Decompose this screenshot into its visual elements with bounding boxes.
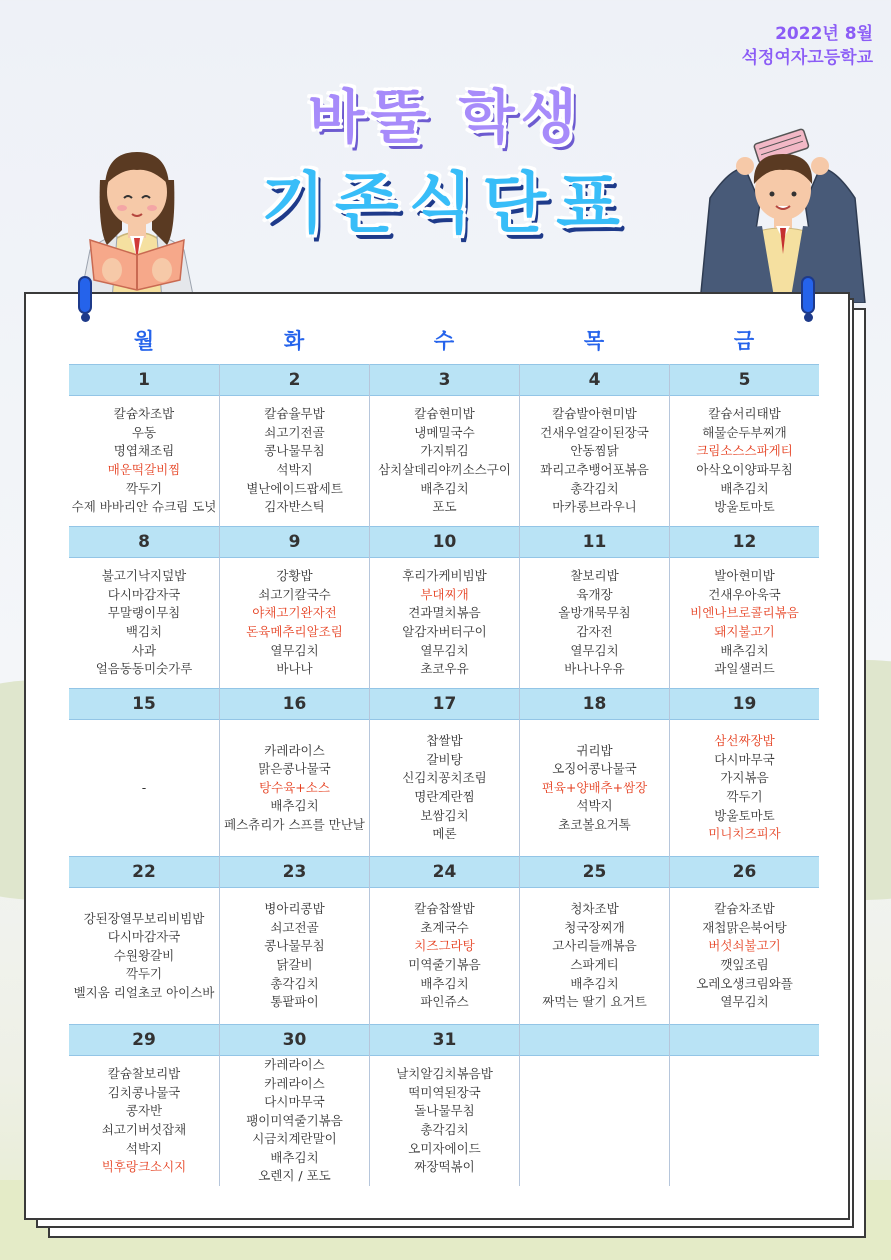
menu-item: 백김치 <box>125 624 163 639</box>
menu-item: 깍두기 <box>726 789 763 804</box>
menu-item: 방울토마토 <box>714 499 775 515</box>
menu-item: - <box>141 779 147 795</box>
binder-ring-right <box>801 276 815 314</box>
menu-item: 오렌지 / 포도 <box>258 1168 331 1184</box>
menu-item: 통팥파이 <box>270 994 319 1010</box>
menu-item: 얼음동동미숫가루 <box>95 661 193 677</box>
menu-item: 열무김치 <box>420 642 469 658</box>
menu-item: 석박지 <box>276 462 313 477</box>
day-date: 8 <box>69 526 219 558</box>
binder-ring-left <box>78 276 92 314</box>
menu-item: 콩나물무침 <box>264 938 325 954</box>
menu-item: 다시마무국 <box>264 1094 325 1110</box>
menu-item: 마카롱브라우니 <box>552 499 637 515</box>
menu-item: 맑은콩나물국 <box>258 761 331 777</box>
menu-item: 다시마감자국 <box>107 586 181 602</box>
day-cell <box>519 1024 669 1186</box>
day-menu-list <box>220 720 369 856</box>
menu-item: 깍두기 <box>125 480 163 496</box>
menu-item: 배추김치 <box>420 975 469 991</box>
day-menu-list <box>69 720 219 856</box>
menu-item: 열무김치 <box>720 994 769 1010</box>
day-date: 12 <box>670 526 819 558</box>
menu-item: 오징어콩나물국 <box>552 761 637 777</box>
menu-grid <box>69 364 821 1186</box>
day-menu-list <box>69 1056 219 1186</box>
menu-item: 쇠고기칼국수 <box>258 586 331 602</box>
menu-item: 방울토마토 <box>714 807 775 823</box>
day-cell <box>69 1024 219 1186</box>
menu-item: 후리가케비빔밥 <box>402 568 487 584</box>
day-date: 29 <box>69 1024 219 1056</box>
day-cell <box>369 364 519 526</box>
day-cell <box>69 364 219 526</box>
menu-item: 배추김치 <box>720 480 769 496</box>
menu-item: 열무김치 <box>570 642 619 658</box>
menu-item: 오레오생크림와플 <box>696 975 793 991</box>
day-menu-list <box>520 888 669 1024</box>
week-row <box>69 688 821 856</box>
menu-item: 귀리밥 <box>576 742 613 758</box>
menu-item: 팽이미역줄기볶음 <box>246 1112 343 1128</box>
menu-item: 석박지 <box>576 798 613 814</box>
weekday-header-mon: 월 <box>133 329 155 353</box>
day-cell <box>519 526 669 688</box>
day-date: 25 <box>520 856 669 888</box>
day-date: 9 <box>220 526 369 558</box>
menu-item: 가지볶음 <box>720 770 769 786</box>
day-cell <box>69 526 219 688</box>
menu-item: 바나나우유 <box>564 661 625 677</box>
menu-item: 짜먹는 딸기 요거트 <box>542 994 647 1010</box>
menu-item: 포도 <box>432 499 457 515</box>
menu-item: 해물순두부찌개 <box>702 424 787 440</box>
menu-item: 찰보리밥 <box>570 568 619 584</box>
menu-item: 칼슘현미밥 <box>414 406 475 422</box>
menu-item: 깍두기 <box>125 966 163 982</box>
menu-item: 칼슘차조밥 <box>714 901 775 917</box>
menu-item: 다시마무국 <box>714 751 775 767</box>
day-menu-list <box>670 888 819 1024</box>
day-cell <box>669 856 819 1024</box>
day-menu-list <box>370 558 519 688</box>
header-info <box>742 22 873 70</box>
menu-item: 벨지움 리얼초코 아이스바 <box>73 984 215 1000</box>
menu-item-highlighted: 매운떡갈비찜 <box>107 462 181 477</box>
menu-item: 총각김치 <box>570 480 619 496</box>
day-cell <box>219 526 369 688</box>
menu-item: 신김치꽁치조림 <box>402 770 487 786</box>
day-date: 17 <box>370 688 519 720</box>
menu-item: 카레라이스 <box>264 1075 325 1091</box>
day-cell <box>369 526 519 688</box>
menu-item: 건새우얼갈이된장국 <box>540 424 649 440</box>
title-line-2: 기존식단표 <box>261 165 630 242</box>
menu-item: 명란계란찜 <box>414 789 475 804</box>
day-menu-list <box>670 396 819 526</box>
menu-item: 육개장 <box>576 586 613 602</box>
menu-item: 김자반스틱 <box>264 499 325 515</box>
menu-item: 수원왕갈비 <box>113 947 175 963</box>
menu-item: 오미자에이드 <box>408 1140 481 1156</box>
day-date: 5 <box>670 364 819 396</box>
menu-item: 보쌈김치 <box>420 807 469 823</box>
menu-item: 콩나물무침 <box>264 443 325 459</box>
menu-item: 카레라이스 <box>264 742 325 758</box>
day-date: 31 <box>370 1024 519 1056</box>
day-date <box>520 1024 669 1056</box>
menu-item: 페스츄리가 스프를 만난날 <box>224 816 365 832</box>
day-cell <box>669 526 819 688</box>
menu-item-highlighted: 돈육메추리알조림 <box>246 624 343 639</box>
menu-item: 감자전 <box>576 624 613 639</box>
menu-item: 강된장열무보리비빔밥 <box>83 910 205 926</box>
menu-item: 청국장찌개 <box>564 919 625 935</box>
day-menu-list <box>370 396 519 526</box>
weekday-header-wed: 수 <box>433 329 455 353</box>
menu-item: 꽈리고추뱅어포볶음 <box>540 462 649 477</box>
menu-item: 병아리콩밥 <box>264 901 325 917</box>
day-cell <box>519 364 669 526</box>
menu-item-highlighted: 치즈그라탕 <box>414 938 475 954</box>
menu-item: 스파게티 <box>570 957 619 972</box>
menu-item: 초코우유 <box>420 661 469 677</box>
day-cell <box>519 688 669 856</box>
menu-item: 파인쥬스 <box>420 994 469 1010</box>
menu-item: 닭갈비 <box>276 957 313 972</box>
day-menu-list <box>520 1056 669 1186</box>
menu-item: 깻잎조림 <box>720 957 769 972</box>
day-cell <box>219 856 369 1024</box>
day-date: 2 <box>220 364 369 396</box>
day-menu-list <box>370 888 519 1024</box>
menu-item: 날치알김치볶음밥 <box>396 1066 493 1082</box>
menu-item: 카레라이스 <box>264 1056 325 1072</box>
week-row <box>69 1024 821 1186</box>
day-cell <box>69 688 219 856</box>
menu-item: 발아현미밥 <box>714 568 775 584</box>
menu-item: 총각김치 <box>420 1122 469 1137</box>
menu-item: 불고기낙지덮밥 <box>101 568 187 584</box>
menu-item: 견과멸치볶음 <box>408 605 481 621</box>
menu-item-highlighted: 버섯쇠불고기 <box>708 938 781 954</box>
menu-item-highlighted: 편육+양배추+쌈장 <box>541 779 648 795</box>
menu-item: 쇠고기버섯잡채 <box>101 1122 187 1137</box>
day-date <box>670 1024 819 1056</box>
menu-item: 열무김치 <box>270 642 319 658</box>
menu-item: 총각김치 <box>270 975 319 991</box>
day-date: 18 <box>520 688 669 720</box>
day-date: 4 <box>520 364 669 396</box>
day-date: 26 <box>670 856 819 888</box>
title-line-1: 바뚤 학생 <box>308 83 583 151</box>
day-cell <box>69 856 219 1024</box>
menu-item: 갈비탕 <box>426 751 463 767</box>
menu-item: 청차조밥 <box>570 901 619 917</box>
day-cell <box>369 1024 519 1186</box>
day-menu-list <box>670 720 819 856</box>
menu-item: 무말랭이무침 <box>107 605 181 621</box>
menu-item: 떡미역된장국 <box>408 1084 481 1100</box>
menu-item: 알감자버터구이 <box>402 624 487 639</box>
menu-item: 칼슘서리태밥 <box>708 406 781 422</box>
menu-item: 안동찜닭 <box>570 443 619 459</box>
day-menu-list <box>520 396 669 526</box>
menu-item: 수제 바바리안 슈크림 도넛 <box>71 499 217 515</box>
menu-item: 칼슘찰보리밥 <box>107 1066 181 1082</box>
day-cell <box>219 688 369 856</box>
menu-item: 초계국수 <box>420 919 469 935</box>
menu-item-highlighted: 비엔나브로콜리볶음 <box>690 605 799 621</box>
day-date: 19 <box>670 688 819 720</box>
menu-item-highlighted: 삼선짜장밥 <box>714 733 775 749</box>
menu-item-highlighted: 돼지불고기 <box>714 624 775 639</box>
day-cell <box>219 1024 369 1186</box>
day-date: 10 <box>370 526 519 558</box>
menu-item: 아삭오이양파무침 <box>696 462 793 477</box>
girl-reading-illustration <box>72 140 202 300</box>
menu-item: 칼슘차조밥 <box>113 406 175 422</box>
menu-item: 별난에이드팝세트 <box>246 480 343 496</box>
menu-item: 바나나 <box>276 661 313 677</box>
day-date: 1 <box>69 364 219 396</box>
menu-item: 석박지 <box>125 1140 163 1156</box>
day-menu-list <box>220 1056 369 1186</box>
menu-month: 2022년 8월 <box>775 24 873 44</box>
menu-item: 과일샐러드 <box>714 661 775 677</box>
day-menu-list <box>69 558 219 688</box>
menu-item-highlighted: 탕수육+소스 <box>259 779 330 795</box>
menu-item: 배추김치 <box>420 480 469 496</box>
menu-item: 쇠고전골 <box>270 919 319 935</box>
menu-item: 칼슘찹쌀밥 <box>414 901 475 917</box>
menu-item: 칼슘발아현미밥 <box>552 406 637 422</box>
menu-item: 냉메밀국수 <box>414 424 475 440</box>
day-cell <box>669 364 819 526</box>
menu-item: 김치콩나물국 <box>107 1084 181 1100</box>
menu-item-highlighted: 크림소스스파게티 <box>696 443 793 459</box>
day-date: 16 <box>220 688 369 720</box>
menu-item: 강황밥 <box>276 568 313 584</box>
day-date: 15 <box>69 688 219 720</box>
menu-item: 쇠고기전골 <box>264 424 325 440</box>
day-menu-list <box>520 720 669 856</box>
week-row <box>69 526 821 688</box>
weekday-header-fri: 금 <box>733 329 755 353</box>
menu-item: 짜장떡볶이 <box>414 1159 475 1175</box>
week-row <box>69 856 821 1024</box>
menu-item: 명엽채조림 <box>113 443 175 459</box>
menu-item: 찹쌀밥 <box>426 733 463 749</box>
day-menu-list <box>520 558 669 688</box>
menu-item: 가지튀김 <box>420 443 469 459</box>
day-date: 24 <box>370 856 519 888</box>
menu-item: 칼슘율무밥 <box>264 406 325 422</box>
menu-item: 초코볼요거톡 <box>558 816 631 832</box>
menu-item: 배추김치 <box>720 642 769 658</box>
day-cell <box>519 856 669 1024</box>
day-cell <box>669 1024 819 1186</box>
menu-item: 메론 <box>432 826 457 842</box>
day-cell <box>669 688 819 856</box>
day-menu-list <box>670 558 819 688</box>
menu-item: 돌나물무침 <box>414 1103 475 1119</box>
day-cell <box>369 688 519 856</box>
menu-item: 미역줄기볶음 <box>408 957 481 972</box>
menu-item: 재첩맑은북어탕 <box>702 919 787 935</box>
menu-item-highlighted: 미니치즈피자 <box>708 826 781 842</box>
ring-hole <box>81 313 90 322</box>
week-row <box>69 364 821 526</box>
menu-item: 시금치계란말이 <box>252 1131 337 1147</box>
day-menu-list <box>370 720 519 856</box>
day-menu-list <box>220 558 369 688</box>
day-menu-list <box>370 1056 519 1186</box>
day-menu-list <box>670 1056 819 1186</box>
menu-item: 올방개묵무침 <box>558 605 631 621</box>
day-cell <box>369 856 519 1024</box>
menu-item: 콩자반 <box>125 1103 163 1119</box>
day-menu-list <box>69 396 219 526</box>
menu-item: 고사리들깨볶음 <box>552 938 637 954</box>
ring-hole <box>804 313 813 322</box>
boy-with-book-illustration <box>690 128 875 303</box>
menu-item-highlighted: 부대찌개 <box>420 586 469 602</box>
menu-item: 배추김치 <box>570 975 619 991</box>
menu-item-highlighted: 빅후랑크소시지 <box>101 1159 187 1175</box>
menu-item: 다시마감자국 <box>107 929 181 945</box>
school-name: 석정여자고등학교 <box>741 48 873 68</box>
menu-item: 사과 <box>131 642 157 658</box>
day-menu-list <box>220 888 369 1024</box>
day-date: 11 <box>520 526 669 558</box>
menu-item: 배추김치 <box>270 798 319 814</box>
day-date: 30 <box>220 1024 369 1056</box>
menu-item: 삼치살데리야끼소스구이 <box>378 462 511 477</box>
weekday-header-thu: 목 <box>583 329 605 353</box>
day-date: 23 <box>220 856 369 888</box>
menu-item: 우동 <box>131 424 157 440</box>
menu-item-highlighted: 야채고기완자전 <box>252 605 337 621</box>
day-cell <box>219 364 369 526</box>
day-menu-list <box>69 888 219 1024</box>
menu-item: 건새우아욱국 <box>708 586 781 602</box>
day-menu-list <box>220 396 369 526</box>
day-date: 3 <box>370 364 519 396</box>
menu-item: 배추김치 <box>270 1149 319 1165</box>
weekday-header-tue: 화 <box>283 329 305 353</box>
day-date: 22 <box>69 856 219 888</box>
